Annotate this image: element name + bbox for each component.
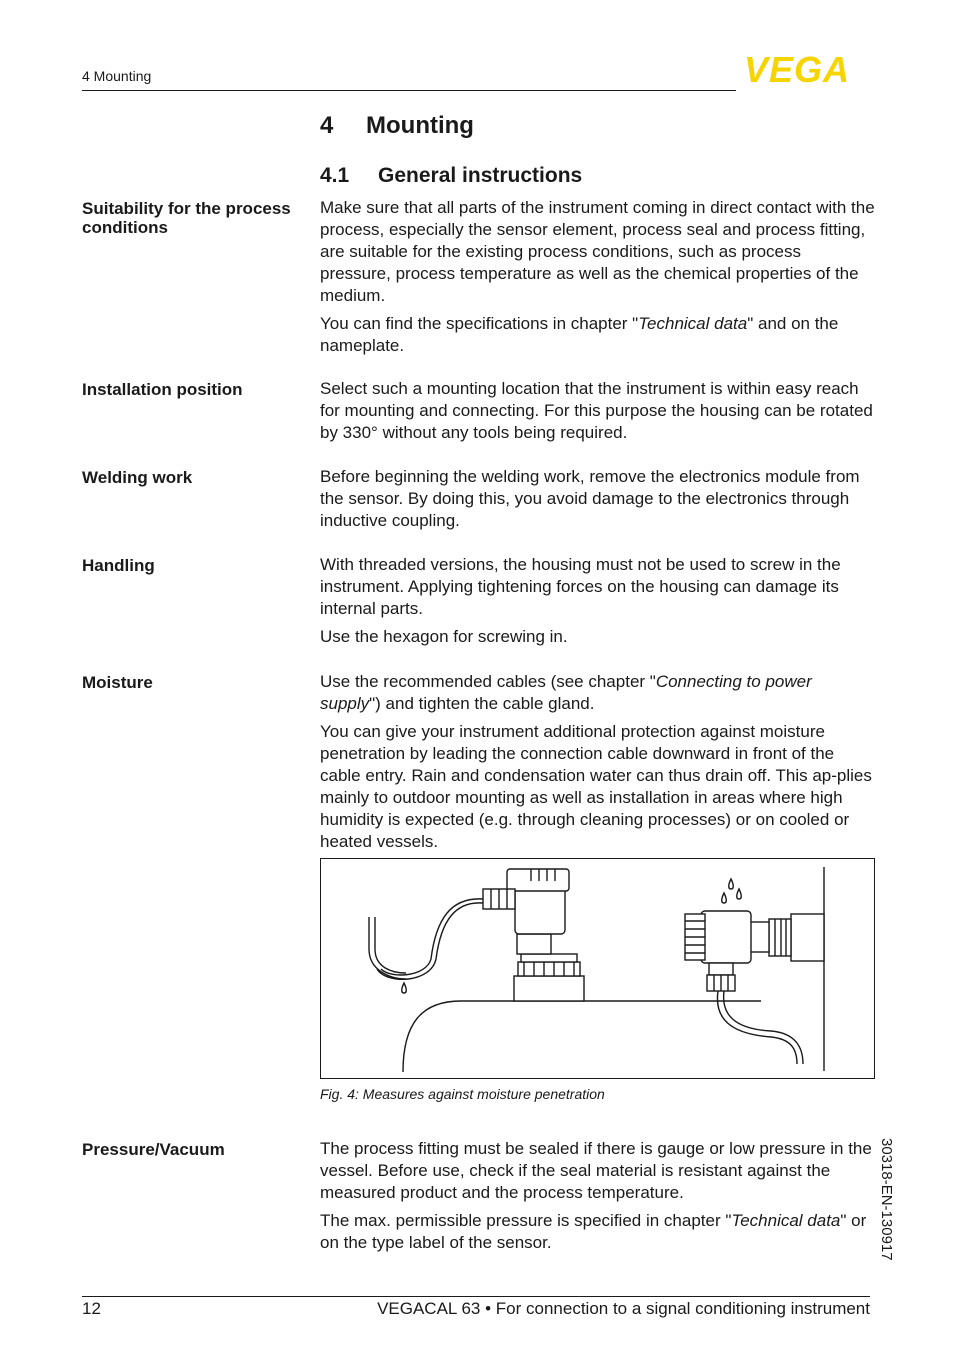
body-moisture	[320, 671, 875, 859]
header-rule	[82, 90, 736, 91]
section-title: General instructions	[378, 164, 583, 187]
document-number: 30318-EN-130917	[878, 1138, 895, 1261]
section-number: 4.1	[320, 164, 350, 187]
paragraph: Select such a mounting location that the instrument is within easy reach for mounting and connecting. For this purpose the housing can be rotated by 330° without any tools being required.	[320, 379, 873, 442]
paragraph: Use the recommended cables (see chapter "Connecting to power supply") and tighten the cable gland.	[320, 672, 812, 713]
page-number: 12	[82, 1299, 101, 1318]
footer-rule	[82, 1296, 870, 1297]
paragraph: The max. permissible pressure is specified in chapter "Technical data" or on the type label of the sensor.	[320, 1211, 867, 1252]
chapter-title: Mounting	[366, 112, 474, 139]
side-label-suitability: Suitability for the process conditions	[82, 199, 291, 237]
side-label-moisture: Moisture	[82, 673, 153, 692]
side-label-welding-work: Welding work	[82, 468, 193, 487]
moisture-diagram	[321, 859, 874, 1078]
figure-caption: Fig. 4: Measures against moisture penetration	[320, 1086, 605, 1102]
body-suitability	[320, 197, 875, 363]
side-label-pressure-vacuum: Pressure/Vacuum	[82, 1140, 225, 1159]
running-header: 4 Mounting	[82, 68, 152, 84]
body-installation-position	[320, 378, 875, 450]
paragraph: Before beginning the welding work, remove the electronics module from the sensor. By doing this, you avoid damage to the electronics through inductive coupling.	[320, 467, 860, 530]
paragraph: With threaded versions, the housing must not be used to screw in the instrument. Applying tightening forces on the housing can damage its internal parts.	[320, 555, 841, 618]
vega-logo	[742, 52, 872, 84]
paragraph: The process fitting must be sealed if there is gauge or low pressure in the vessel. Before use, check if the seal material is resistant against the measured product and the process temperature.	[320, 1139, 872, 1202]
body-welding-work	[320, 466, 875, 538]
footer-title: VEGACAL 63 • For connection to a signal conditioning instrument	[377, 1299, 870, 1318]
chapter-heading	[320, 112, 474, 140]
svg-text:VEGA: VEGA	[744, 52, 851, 84]
paragraph: You can find the specifications in chapter "Technical data" and on the nameplate.	[320, 314, 839, 355]
moisture-figure	[320, 858, 875, 1079]
paragraph: You can give your instrument additional protection against moisture penetration by leading the connection cable downward in front of the cable entry. Rain and condensation water can thus drain off. This ap-plies mainly to outdoor mounting as well as installation in areas where high humidity is expected (e.g. through cleaning processes) or on cooled or heated vessels.	[320, 722, 872, 851]
body-handling	[320, 554, 875, 654]
chapter-number: 4	[320, 112, 334, 139]
section-heading	[320, 164, 582, 188]
body-pressure-vacuum	[320, 1138, 875, 1260]
side-label-handling: Handling	[82, 556, 155, 575]
paragraph: Make sure that all parts of the instrument coming in direct contact with the process, especially the sensor element, process seal and process fitting, are suitable for the existing process conditions, such as process pressure, process temperature as well as the chemical properties of the medium.	[320, 198, 875, 305]
side-label-installation-position: Installation position	[82, 380, 243, 399]
paragraph: Use the hexagon for screwing in.	[320, 627, 568, 646]
